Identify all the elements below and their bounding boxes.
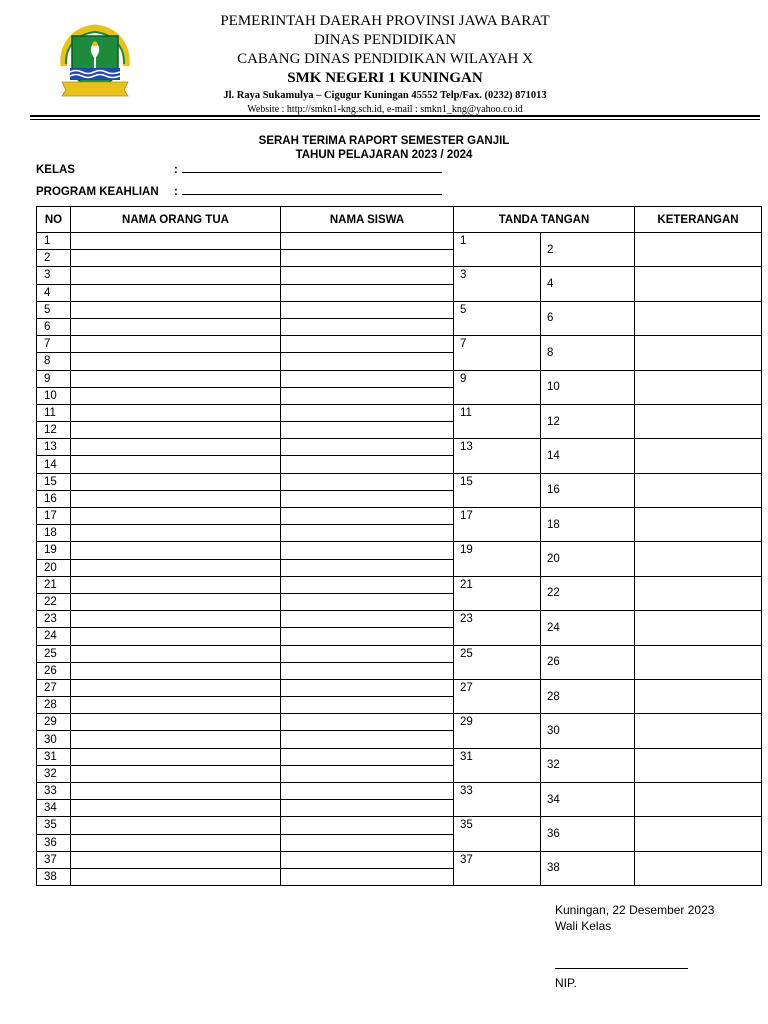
- row-number: 36: [37, 834, 71, 851]
- parent-name-cell[interactable]: [71, 490, 281, 507]
- student-name-cell[interactable]: [281, 473, 454, 490]
- student-name-cell[interactable]: [281, 284, 454, 301]
- student-name-cell[interactable]: [281, 611, 454, 628]
- parent-name-cell[interactable]: [71, 250, 281, 267]
- table-row: [37, 404, 762, 421]
- table-row: [37, 439, 762, 456]
- notes-cell[interactable]: [635, 851, 762, 885]
- parent-name-cell[interactable]: [71, 233, 281, 250]
- signature-cell-odd[interactable]: 17: [454, 508, 541, 542]
- signature-cell-odd[interactable]: 29: [454, 714, 541, 748]
- signature-cell-odd[interactable]: 19: [454, 542, 541, 576]
- signature-cell-even[interactable]: 14: [541, 439, 635, 473]
- student-name-cell[interactable]: [281, 525, 454, 542]
- parent-name-cell[interactable]: [71, 593, 281, 610]
- signature-cell-odd[interactable]: 25: [454, 645, 541, 679]
- table-row: [37, 611, 762, 628]
- student-name-cell[interactable]: [281, 490, 454, 507]
- row-number: 13: [37, 439, 71, 456]
- parent-name-cell[interactable]: [71, 542, 281, 559]
- table-row: [37, 508, 762, 525]
- notes-cell[interactable]: [635, 508, 762, 542]
- parent-name-cell[interactable]: [71, 645, 281, 662]
- student-name-cell[interactable]: [281, 800, 454, 817]
- notes-cell[interactable]: [635, 439, 762, 473]
- header-no: NO: [37, 207, 71, 233]
- student-name-cell[interactable]: [281, 336, 454, 353]
- program-field: [36, 184, 442, 198]
- signature-cell-even[interactable]: 30: [541, 714, 635, 748]
- parent-name-cell[interactable]: [71, 765, 281, 782]
- parent-name-cell[interactable]: [71, 559, 281, 576]
- signature-cell-odd[interactable]: 27: [454, 679, 541, 713]
- signature-cell-even[interactable]: 8: [541, 336, 635, 370]
- signature-cell-odd[interactable]: 31: [454, 748, 541, 782]
- parent-name-cell[interactable]: [71, 525, 281, 542]
- student-name-cell[interactable]: [281, 508, 454, 525]
- parent-name-cell[interactable]: [71, 404, 281, 421]
- student-name-cell[interactable]: [281, 748, 454, 765]
- document-title: [0, 134, 768, 162]
- row-number: 12: [37, 422, 71, 439]
- table-row: [37, 748, 762, 765]
- signature-cell-even[interactable]: 38: [541, 851, 635, 885]
- office-name: DINAS PENDIDIKAN: [313, 32, 457, 48]
- homeroom-signature-line[interactable]: [555, 968, 688, 969]
- parent-name-cell[interactable]: [71, 679, 281, 696]
- parent-name-cell[interactable]: [71, 628, 281, 645]
- letterhead-text: [150, 12, 620, 116]
- signature-cell-odd[interactable]: 35: [454, 817, 541, 851]
- branch-name: CABANG DINAS PENDIDIKAN WILAYAH X: [237, 51, 533, 67]
- signature-cell-even[interactable]: 20: [541, 542, 635, 576]
- student-name-cell[interactable]: [281, 714, 454, 731]
- notes-cell[interactable]: [635, 611, 762, 645]
- title-line-2: TAHUN PELAJARAN 2023 / 2024: [295, 149, 473, 161]
- program-blank-line[interactable]: [182, 184, 442, 195]
- signature-cell-odd[interactable]: 33: [454, 783, 541, 817]
- student-name-cell[interactable]: [281, 542, 454, 559]
- row-number: 22: [37, 593, 71, 610]
- school-website: Website : http://smkn1-kng.sch.id, e-mail : smkn1_kng@yahoo.co.id: [247, 104, 523, 115]
- signature-cell-odd[interactable]: 21: [454, 576, 541, 610]
- notes-cell[interactable]: [635, 473, 762, 507]
- row-number: 4: [37, 284, 71, 301]
- provincial-seal-icon: [56, 22, 134, 100]
- parent-name-cell[interactable]: [71, 370, 281, 387]
- row-number: 17: [37, 508, 71, 525]
- table-row: [37, 783, 762, 800]
- student-name-cell[interactable]: [281, 353, 454, 370]
- table-row: [37, 679, 762, 696]
- table-header-row: [37, 207, 762, 233]
- kelas-colon: :: [174, 164, 178, 176]
- row-number: 18: [37, 525, 71, 542]
- notes-cell[interactable]: [635, 301, 762, 335]
- signature-cell-odd[interactable]: 13: [454, 439, 541, 473]
- header-parent-name: NAMA ORANG TUA: [71, 207, 281, 233]
- row-number: 14: [37, 456, 71, 473]
- row-number: 21: [37, 576, 71, 593]
- parent-name-cell[interactable]: [71, 834, 281, 851]
- government-name: PEMERINTAH DAERAH PROVINSI JAWA BARAT: [220, 13, 550, 29]
- student-name-cell[interactable]: [281, 868, 454, 885]
- title-line-1: SERAH TERIMA RAPORT SEMESTER GANJIL: [258, 135, 510, 147]
- parent-name-cell[interactable]: [71, 748, 281, 765]
- student-name-cell[interactable]: [281, 662, 454, 679]
- parent-name-cell[interactable]: [71, 662, 281, 679]
- signature-cell-even[interactable]: 32: [541, 748, 635, 782]
- row-number: 25: [37, 645, 71, 662]
- student-name-cell[interactable]: [281, 250, 454, 267]
- nip-label: NIP.: [555, 976, 577, 990]
- student-name-cell[interactable]: [281, 559, 454, 576]
- student-name-cell[interactable]: [281, 456, 454, 473]
- student-name-cell[interactable]: [281, 834, 454, 851]
- row-number: 15: [37, 473, 71, 490]
- roster-body: [37, 233, 762, 886]
- parent-name-cell[interactable]: [71, 783, 281, 800]
- header-signature: TANDA TANGAN: [454, 207, 635, 233]
- parent-name-cell[interactable]: [71, 508, 281, 525]
- closing-role: Wali Kelas: [555, 919, 612, 933]
- row-number: 16: [37, 490, 71, 507]
- notes-cell[interactable]: [635, 336, 762, 370]
- signature-cell-even[interactable]: 4: [541, 267, 635, 301]
- row-number: 7: [37, 336, 71, 353]
- signature-cell-odd[interactable]: 15: [454, 473, 541, 507]
- row-number: 26: [37, 662, 71, 679]
- signature-cell-odd[interactable]: 23: [454, 611, 541, 645]
- notes-cell[interactable]: [635, 370, 762, 404]
- roster-table: [36, 206, 762, 886]
- parent-name-cell[interactable]: [71, 267, 281, 284]
- student-name-cell[interactable]: [281, 851, 454, 868]
- notes-cell[interactable]: [635, 817, 762, 851]
- letterhead-rule-thick: [30, 115, 760, 117]
- student-name-cell[interactable]: [281, 233, 454, 250]
- row-number: 31: [37, 748, 71, 765]
- table-row: [37, 645, 762, 662]
- notes-cell[interactable]: [635, 267, 762, 301]
- notes-cell[interactable]: [635, 576, 762, 610]
- student-name-cell[interactable]: [281, 783, 454, 800]
- row-number: 5: [37, 301, 71, 318]
- parent-name-cell[interactable]: [71, 851, 281, 868]
- notes-cell[interactable]: [635, 404, 762, 438]
- student-name-cell[interactable]: [281, 404, 454, 421]
- parent-name-cell[interactable]: [71, 800, 281, 817]
- row-number: 38: [37, 868, 71, 885]
- parent-name-cell[interactable]: [71, 868, 281, 885]
- row-number: 24: [37, 628, 71, 645]
- program-label: PROGRAM KEAHLIAN: [36, 186, 159, 198]
- row-number: 11: [37, 404, 71, 421]
- student-name-cell[interactable]: [281, 267, 454, 284]
- row-number: 30: [37, 731, 71, 748]
- closing-place-date: Kuningan, 22 Desember 2023: [555, 903, 715, 917]
- row-number: 33: [37, 783, 71, 800]
- student-name-cell[interactable]: [281, 645, 454, 662]
- signature-cell-odd[interactable]: 1: [454, 233, 541, 267]
- header-student-name: NAMA SISWA: [281, 207, 454, 233]
- row-number: 23: [37, 611, 71, 628]
- signature-cell-even[interactable]: 18: [541, 508, 635, 542]
- table-row: [37, 473, 762, 490]
- kelas-label: KELAS: [36, 164, 75, 176]
- parent-name-cell[interactable]: [71, 731, 281, 748]
- row-number: 19: [37, 542, 71, 559]
- parent-name-cell[interactable]: [71, 576, 281, 593]
- row-number: 3: [37, 267, 71, 284]
- table-row: [37, 851, 762, 868]
- signature-cell-even[interactable]: 36: [541, 817, 635, 851]
- notes-cell[interactable]: [635, 645, 762, 679]
- parent-name-cell[interactable]: [71, 284, 281, 301]
- row-number: 28: [37, 697, 71, 714]
- signature-cell-even[interactable]: 24: [541, 611, 635, 645]
- parent-name-cell[interactable]: [71, 336, 281, 353]
- row-number: 32: [37, 765, 71, 782]
- signature-cell-even[interactable]: 12: [541, 404, 635, 438]
- student-name-cell[interactable]: [281, 731, 454, 748]
- notes-cell[interactable]: [635, 714, 762, 748]
- school-address: Jl. Raya Sukamulya – Cigugur Kuningan 45552 Telp/Fax. (0232) 871013: [223, 90, 547, 101]
- kelas-field: [36, 162, 442, 176]
- student-name-cell[interactable]: [281, 628, 454, 645]
- signature-cell-even[interactable]: 22: [541, 576, 635, 610]
- signature-cell-odd[interactable]: 11: [454, 404, 541, 438]
- signature-cell-odd[interactable]: 37: [454, 851, 541, 885]
- parent-name-cell[interactable]: [71, 353, 281, 370]
- signature-cell-even[interactable]: 34: [541, 783, 635, 817]
- notes-cell[interactable]: [635, 679, 762, 713]
- row-number: 27: [37, 679, 71, 696]
- parent-name-cell[interactable]: [71, 714, 281, 731]
- signature-cell-even[interactable]: 2: [541, 233, 635, 267]
- table-row: [37, 542, 762, 559]
- table-row: [37, 576, 762, 593]
- notes-cell[interactable]: [635, 233, 762, 267]
- program-colon: :: [174, 186, 178, 198]
- row-number: 10: [37, 387, 71, 404]
- row-number: 37: [37, 851, 71, 868]
- table-row: [37, 336, 762, 353]
- parent-name-cell[interactable]: [71, 422, 281, 439]
- row-number: 8: [37, 353, 71, 370]
- header-notes: KETERANGAN: [635, 207, 762, 233]
- signature-cell-even[interactable]: 28: [541, 679, 635, 713]
- row-number: 6: [37, 318, 71, 335]
- signature-cell-odd[interactable]: 3: [454, 267, 541, 301]
- parent-name-cell[interactable]: [71, 439, 281, 456]
- signature-cell-odd[interactable]: 5: [454, 301, 541, 335]
- row-number: 29: [37, 714, 71, 731]
- signature-cell-even[interactable]: 10: [541, 370, 635, 404]
- student-name-cell[interactable]: [281, 593, 454, 610]
- row-number: 35: [37, 817, 71, 834]
- student-name-cell[interactable]: [281, 439, 454, 456]
- letterhead: [0, 0, 768, 122]
- student-name-cell[interactable]: [281, 765, 454, 782]
- student-name-cell[interactable]: [281, 387, 454, 404]
- row-number: 34: [37, 800, 71, 817]
- table-row: [37, 267, 762, 284]
- parent-name-cell[interactable]: [71, 318, 281, 335]
- row-number: 2: [37, 250, 71, 267]
- letterhead-rule-thin: [30, 119, 760, 120]
- row-number: 1: [37, 233, 71, 250]
- student-name-cell[interactable]: [281, 318, 454, 335]
- parent-name-cell[interactable]: [71, 697, 281, 714]
- student-name-cell[interactable]: [281, 370, 454, 387]
- kelas-blank-line[interactable]: [182, 162, 442, 173]
- table-row: [37, 714, 762, 731]
- notes-cell[interactable]: [635, 783, 762, 817]
- parent-name-cell[interactable]: [71, 456, 281, 473]
- notes-cell[interactable]: [635, 542, 762, 576]
- signature-cell-odd[interactable]: 7: [454, 336, 541, 370]
- parent-name-cell[interactable]: [71, 611, 281, 628]
- notes-cell[interactable]: [635, 748, 762, 782]
- signature-cell-odd[interactable]: 9: [454, 370, 541, 404]
- student-name-cell[interactable]: [281, 697, 454, 714]
- parent-name-cell[interactable]: [71, 301, 281, 318]
- school-name: SMK NEGERI 1 KUNINGAN: [287, 70, 483, 86]
- parent-name-cell[interactable]: [71, 473, 281, 490]
- student-name-cell[interactable]: [281, 817, 454, 834]
- table-row: [37, 370, 762, 387]
- parent-name-cell[interactable]: [71, 387, 281, 404]
- row-number: 20: [37, 559, 71, 576]
- signature-cell-even[interactable]: 6: [541, 301, 635, 335]
- student-name-cell[interactable]: [281, 301, 454, 318]
- student-name-cell[interactable]: [281, 576, 454, 593]
- signature-cell-even[interactable]: 16: [541, 473, 635, 507]
- student-name-cell[interactable]: [281, 679, 454, 696]
- parent-name-cell[interactable]: [71, 817, 281, 834]
- row-number: 9: [37, 370, 71, 387]
- signature-cell-even[interactable]: 26: [541, 645, 635, 679]
- table-row: [37, 817, 762, 834]
- student-name-cell[interactable]: [281, 422, 454, 439]
- table-row: [37, 301, 762, 318]
- table-row: [37, 233, 762, 250]
